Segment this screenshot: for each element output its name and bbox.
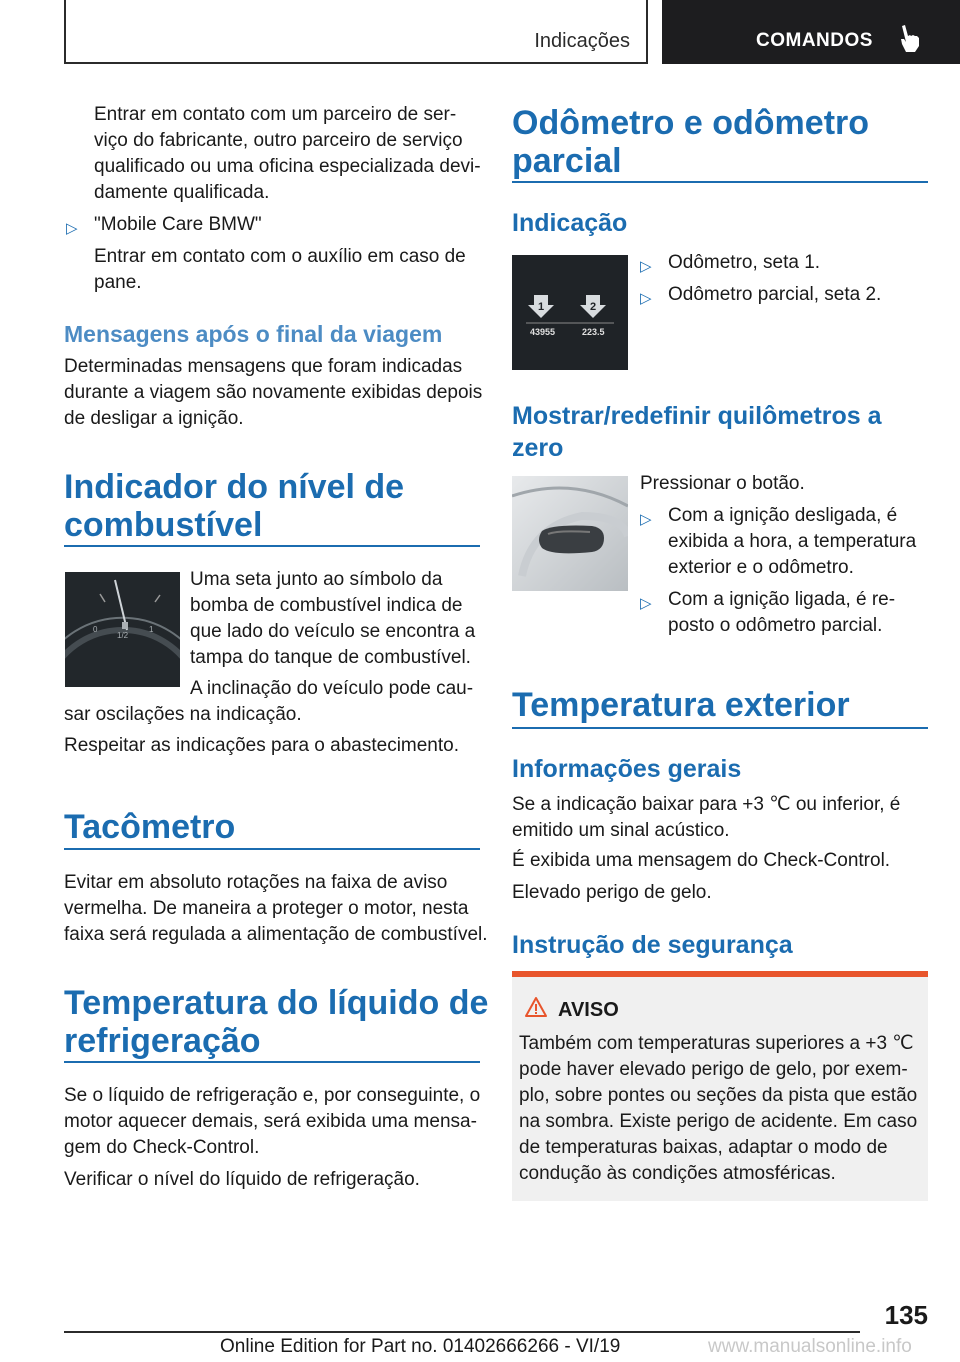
text-line: exibida a hora, a temperatura — [668, 531, 917, 552]
warning-title: AVISO — [558, 999, 619, 1021]
odo-bullet-1: Odômetro, seta 1. — [668, 252, 821, 273]
heading-seguranca: Instrução de segurança — [512, 931, 793, 959]
heading-rule — [64, 1061, 480, 1063]
text-line: condução às condições atmosféricas. — [519, 1163, 836, 1184]
triangle-bullet-icon: ▷ — [640, 290, 652, 307]
inclinacao-line2: sar oscilações na indicação. — [64, 704, 302, 725]
text-line: exterior e o odômetro. — [668, 557, 854, 578]
warning-triangle-icon — [524, 996, 548, 1018]
gelo-text: Elevado perigo de gelo. — [512, 882, 712, 903]
text-line: Entrar em contato com o auxílio em caso de — [94, 246, 466, 267]
check-control-text: É exibida uma mensagem do Check-Control. — [512, 850, 891, 871]
bullet-mobile-care: "Mobile Care BMW" — [94, 214, 262, 235]
mostrar-bullet-2 — [668, 587, 895, 639]
text-line: de temperaturas baixas, adaptar o modo de — [519, 1137, 888, 1158]
info-text — [512, 792, 900, 844]
mensagens-text — [64, 354, 482, 432]
heading-combustivel — [64, 468, 404, 544]
heading-temp-liquido — [64, 984, 488, 1060]
inclinacao-line1: A inclinação do veículo pode cau- — [190, 678, 474, 699]
text-line: tampa do tanque de combustível. — [190, 647, 471, 668]
text-line: pode haver elevado perigo de gelo, por exem- — [519, 1059, 908, 1080]
chapter-tab[interactable] — [662, 0, 960, 64]
heading-line: Temperatura do líquido de — [64, 984, 489, 1022]
text-line: emitido um sinal acústico. — [512, 820, 730, 841]
heading-indicacao: Indicação — [512, 209, 628, 237]
heading-rule — [512, 727, 928, 729]
text-line: motor aquecer demais, será exibida uma mensa- — [64, 1111, 477, 1132]
text-line: faixa será regulada a alimentação de combustível. — [64, 924, 488, 945]
heading-rule — [64, 848, 480, 850]
text-line: posto o odômetro parcial. — [668, 615, 883, 636]
text-line: Com a ignição desligada, é — [668, 505, 898, 526]
heading-odometro — [512, 104, 869, 180]
reset-button-image — [512, 476, 628, 591]
heading-mostrar — [512, 400, 882, 464]
text-line: viço do fabricante, outro parceiro de serviço — [94, 130, 463, 151]
mobile-care-text — [94, 244, 466, 296]
respeitar-text: Respeitar as indicações para o abastecimento. — [64, 735, 460, 756]
arrow-1-label: 1 — [537, 301, 545, 313]
odometer-image — [512, 255, 628, 370]
heading-temp-exterior: Temperatura exterior — [512, 686, 850, 724]
tacometro-text — [64, 870, 488, 948]
heading-tacometro: Tacômetro — [64, 808, 236, 846]
text-line: qualificado ou uma oficina especializada devi- — [94, 156, 481, 177]
arrow-2-label: 2 — [589, 301, 597, 313]
triangle-bullet-icon: ▷ — [640, 595, 652, 612]
heading-line: Odômetro e odômetro — [512, 104, 870, 142]
text-line: pane. — [94, 272, 142, 293]
text-line: plo, sobre pontes ou seções da pista que estão — [519, 1085, 918, 1106]
liquido-text — [64, 1083, 480, 1161]
text-line: durante a viagem são novamente exibidas depois — [64, 382, 483, 403]
text-line: de desligar a ignição. — [64, 408, 244, 429]
text-line: Uma seta junto ao símbolo da — [190, 569, 443, 590]
trip-odometer-value: 223.5 — [582, 327, 605, 337]
gauge-half-label: 1/2 — [117, 631, 129, 640]
text-line: vermelha. De maneira a proteger o motor, nesta — [64, 898, 469, 919]
intro-continuation — [94, 102, 481, 206]
heading-line: zero — [512, 434, 564, 462]
text-line: Evitar em absoluto rotações na faixa de aviso — [64, 872, 448, 893]
heading-informacoes: Informações gerais — [512, 755, 742, 783]
triangle-bullet-icon: ▷ — [640, 511, 652, 528]
gauge-full-label: 1 — [149, 625, 154, 634]
warning-text — [519, 1031, 917, 1187]
page-number: 135 — [884, 1300, 928, 1330]
combustivel-text — [190, 567, 475, 671]
heading-line: Mostrar/redefinir quilômetros a — [512, 402, 882, 430]
edition-text: Online Edition for Part no. 01402666266 - VI/19 — [220, 1336, 621, 1357]
fuel-pump-icon — [122, 622, 128, 629]
mostrar-bullet-1 — [668, 503, 916, 581]
footer-rule — [64, 1331, 860, 1333]
triangle-bullet-icon: ▷ — [66, 220, 78, 237]
text-line: na sombra. Existe perigo de acidente. Em caso — [519, 1111, 918, 1132]
text-line: Com a ignição ligada, é re- — [668, 589, 896, 610]
text-line: gem do Check-Control. — [64, 1137, 260, 1158]
gauge-empty-label: 0 — [93, 625, 98, 634]
odometer-value: 43955 — [530, 327, 556, 337]
warning-bar — [512, 971, 928, 977]
chapter-label: COMANDOS — [756, 30, 873, 51]
section-title: Indicações — [534, 30, 630, 52]
heading-line: parcial — [512, 142, 622, 180]
heading-rule — [512, 181, 928, 183]
heading-line: combustível — [64, 506, 263, 544]
pressionar-text: Pressionar o botão. — [640, 473, 805, 494]
triangle-bullet-icon: ▷ — [640, 258, 652, 275]
text-line: Se o líquido de refrigeração e, por conseguinte, o — [64, 1085, 481, 1106]
heading-rule — [64, 545, 480, 547]
heading-line: refrigeração — [64, 1022, 261, 1060]
text-line: Também com temperaturas superiores a +3 ℃ — [519, 1033, 914, 1054]
heading-line: Indicador do nível de — [64, 468, 405, 506]
odo-bullet-2: Odômetro parcial, seta 2. — [668, 284, 882, 305]
verificar-text: Verificar o nível do líquido de refrigeração. — [64, 1169, 420, 1190]
text-line: que lado do veículo se encontra a — [190, 621, 476, 642]
fuel-gauge-image — [65, 572, 180, 687]
pointing-hand-icon — [898, 24, 924, 54]
text-line: Se a indicação baixar para +3 ℃ ou inferior, é — [512, 794, 901, 815]
text-line: bomba de combustível indica de — [190, 595, 463, 616]
text-line: Entrar em contato com um parceiro de ser- — [94, 104, 457, 125]
watermark: www.manualsonline.info — [708, 1336, 912, 1357]
text-line: Determinadas mensagens que foram indicadas — [64, 356, 463, 377]
heading-mensagens: Mensagens após o final da viagem — [64, 321, 443, 347]
text-line: damente qualificada. — [94, 182, 270, 203]
